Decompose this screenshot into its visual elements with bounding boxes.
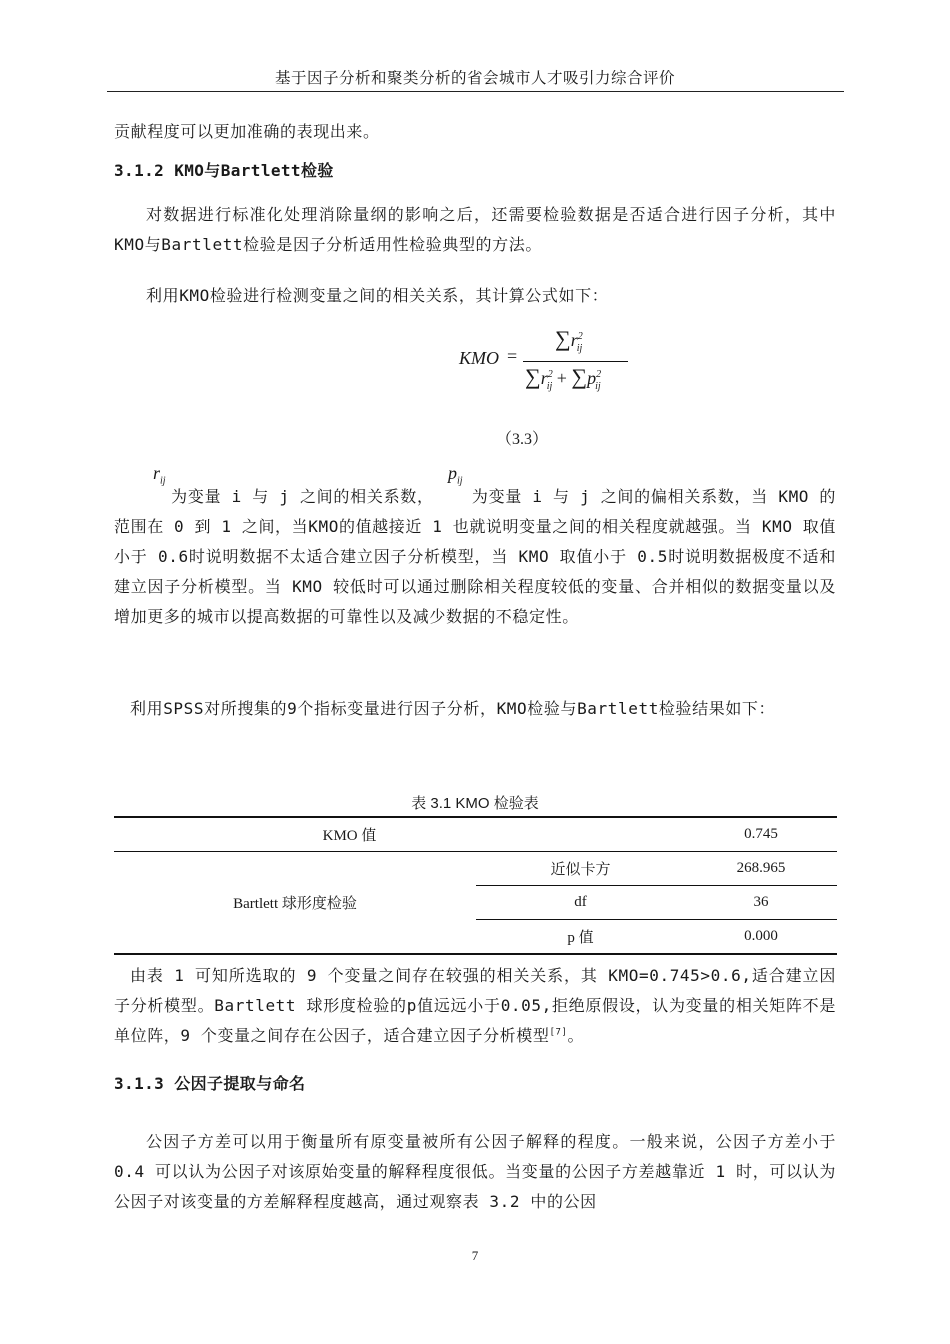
running-header: 基于因子分析和聚类分析的省会城市人才吸引力综合评价: [274, 69, 675, 87]
formula-numerator: $\sum r^2_{ij}$: [555, 326, 583, 354]
table-cell-label: p 值: [476, 920, 685, 955]
section-heading-3-1-3: 3.1.3 公因子提取与命名: [114, 1074, 306, 1093]
paragraph-formula-intro: [114, 281, 836, 311]
paragraph-text-part-b: 为变量 i 与 j 之间的偏相关系数，当 KMO 的范围在 0 到 1 之间，当KMO的值越接近 1 也就说明变量之间的相关程度就越强。当 KMO 取值小于 0.6时说明数据不太适合建立因子分析模型，当 KMO 取值小于 0.5时说明数据极度不适和建立因子分析模型。当 KMO 较低时可以通过删除相关程度较低的变量、合并相似的数据变量以及增加更多的城市以提高数据的可靠性以及减少数据的不稳定性。: [114, 487, 836, 626]
section-heading-3-1-2: 3.1.2 KMO与Bartlett检验: [114, 161, 334, 180]
fraction-bar: [523, 361, 628, 362]
paragraph-text: 对数据进行标准化处理消除量纲的影响之后，还需要检验数据是否适合进行因子分析，其中KMO与Bartlett检验是因子分析适用性检验典型的方法。: [114, 205, 836, 254]
table-cell-value: 0.000: [685, 920, 837, 955]
paragraph-text: 利用SPSS对所搜集的9个指标变量进行因子分析，KMO检验与Bartlett检验结果如下：: [130, 699, 776, 718]
table-caption: 表 3.1 KMO 检验表: [411, 795, 539, 812]
kmo-table: [114, 816, 837, 955]
table-cell-label: df: [476, 886, 685, 920]
kmo-formula: [459, 326, 639, 396]
symbol-r-ij: $r_{ij}$: [153, 463, 166, 487]
symbol-p-ij: $p_{ij}$: [448, 463, 463, 487]
header-rule: [107, 91, 844, 92]
citation-ref: [7]: [549, 1027, 568, 1038]
table-cell-bartlett-label: Bartlett 球形度检验: [114, 852, 476, 955]
paragraph-kmo-result: [114, 961, 836, 1051]
equation-number: （3.3）: [496, 431, 549, 448]
paragraph-text-end: 。: [567, 1026, 585, 1045]
table-cell-label: 近似卡方: [476, 852, 685, 886]
formula-lhs: KMO: [459, 348, 499, 368]
table-cell-kmo-label: KMO 值: [114, 817, 685, 852]
paragraph-communality: [114, 1127, 836, 1217]
table-cell-value: 268.965: [685, 852, 837, 886]
table-row: [114, 852, 837, 886]
paragraph-intro: [114, 200, 836, 260]
paragraph-text: [114, 482, 836, 632]
paragraph-spss: [114, 694, 836, 724]
table-cell-kmo-value: 0.745: [685, 817, 837, 852]
page-number: 7: [471, 1248, 479, 1263]
paragraph-text: 利用KMO检验进行检测变量之间的相关关系，其计算公式如下：: [146, 286, 609, 305]
paragraph-text: 公因子方差可以用于衡量所有原变量被所有公因子解释的程度。一般来说，公因子方差小于 0.4 可以认为公因子对该原始变量的解释程度很低。当变量的公因子方差越靠近 1 时，可以认为公因子对该变量的方差解释程度越高，通过观察表 3.2 中的公因: [114, 1132, 836, 1211]
formula-equals: =: [507, 346, 518, 366]
paragraph-text-main: 由表 1 可知所选取的 9 个变量之间存在较强的相关关系，其 KMO=0.745>0.6,适合建立因子分析模型。Bartlett 球形度检验的p值远远小于0.05,拒绝原假设，认为变量的相关矩阵不是单位阵，9 个变量之间存在公因子，适合建立因子分析模型: [114, 966, 836, 1045]
paragraph-continuation: [114, 117, 836, 147]
paragraph-text: [114, 961, 836, 1051]
paragraph-text-part-a: 为变量 i 与 j 之间的相关系数，: [171, 487, 434, 506]
table-cell-value: 36: [685, 886, 837, 920]
paragraph-kmo-explanation: [114, 482, 836, 632]
table-row: [114, 817, 837, 852]
paragraph-text: 贡献程度可以更加准确的表现出来。: [114, 122, 380, 141]
formula-denominator: $\sum r^2_{ij} + \sum p^2_{ij}$: [525, 364, 602, 392]
